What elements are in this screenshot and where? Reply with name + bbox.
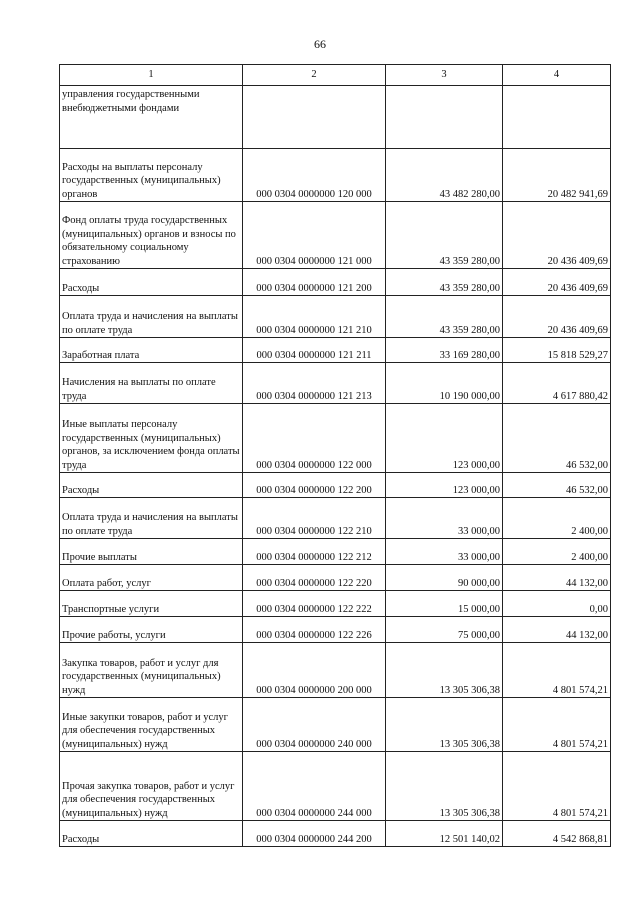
page-number: 66 — [314, 37, 326, 51]
row-code: 000 0304 0000000 121 000 — [243, 202, 386, 269]
row-name: Начисления на выплаты по оплате труда — [60, 363, 243, 404]
row-plan: 15 000,00 — [386, 591, 503, 617]
row-code: 000 0304 0000000 244 200 — [243, 821, 386, 847]
row-actual: 2 400,00 — [503, 539, 611, 565]
table-row — [60, 821, 611, 847]
row-plan: 13 305 306,38 — [386, 643, 503, 698]
row-code: 000 0304 0000000 121 210 — [243, 296, 386, 338]
budget-table — [59, 64, 611, 847]
table-row — [60, 404, 611, 473]
row-actual: 20 436 409,69 — [503, 202, 611, 269]
row-actual: 4 801 574,21 — [503, 752, 611, 821]
table-row — [60, 752, 611, 821]
row-plan: 43 359 280,00 — [386, 269, 503, 296]
row-name: Прочие работы, услуги — [60, 617, 243, 643]
row-plan — [386, 86, 503, 149]
table-row — [60, 86, 611, 149]
table-row — [60, 363, 611, 404]
row-code: 000 0304 0000000 122 000 — [243, 404, 386, 473]
row-code: 000 0304 0000000 200 000 — [243, 643, 386, 698]
row-name: Иные выплаты персоналу государственных (муниципальных) органов, за исключением фонда оплаты труда — [60, 404, 243, 473]
row-code: 000 0304 0000000 122 220 — [243, 565, 386, 591]
table-row — [60, 498, 611, 539]
table-row — [60, 565, 611, 591]
row-code: 000 0304 0000000 122 210 — [243, 498, 386, 539]
row-code: 000 0304 0000000 121 211 — [243, 338, 386, 363]
row-name: Фонд оплаты труда государственных (муниципальных) органов и взносы по обязательному социальному страхованию — [60, 202, 243, 269]
row-name: Иные закупки товаров, работ и услуг для обеспечения государственных (муниципальных) нужд — [60, 698, 243, 752]
row-actual: 4 617 880,42 — [503, 363, 611, 404]
row-actual: 44 132,00 — [503, 617, 611, 643]
row-plan: 10 190 000,00 — [386, 363, 503, 404]
column-header: 3 — [386, 65, 503, 86]
table-row — [60, 149, 611, 202]
row-code: 000 0304 0000000 121 213 — [243, 363, 386, 404]
row-name: Расходы на выплаты персоналу государственных (муниципальных) органов — [60, 149, 243, 202]
row-plan: 43 359 280,00 — [386, 202, 503, 269]
row-plan: 123 000,00 — [386, 473, 503, 498]
row-actual: 20 482 941,69 — [503, 149, 611, 202]
table-row — [60, 296, 611, 338]
column-header: 2 — [243, 65, 386, 86]
row-plan: 33 000,00 — [386, 498, 503, 539]
row-code: 000 0304 0000000 121 200 — [243, 269, 386, 296]
table-row — [60, 591, 611, 617]
table-row — [60, 617, 611, 643]
row-code: 000 0304 0000000 122 226 — [243, 617, 386, 643]
column-header: 1 — [60, 65, 243, 86]
table-row — [60, 698, 611, 752]
row-plan: 12 501 140,02 — [386, 821, 503, 847]
table-row — [60, 539, 611, 565]
row-name: управления государственными внебюджетными фондами — [60, 86, 243, 149]
row-plan: 90 000,00 — [386, 565, 503, 591]
row-code: 000 0304 0000000 122 200 — [243, 473, 386, 498]
row-code: 000 0304 0000000 122 212 — [243, 539, 386, 565]
row-plan: 43 359 280,00 — [386, 296, 503, 338]
row-code — [243, 86, 386, 149]
row-code: 000 0304 0000000 120 000 — [243, 149, 386, 202]
row-actual: 15 818 529,27 — [503, 338, 611, 363]
column-header: 4 — [503, 65, 611, 86]
row-actual — [503, 86, 611, 149]
row-actual: 20 436 409,69 — [503, 296, 611, 338]
row-plan: 13 305 306,38 — [386, 698, 503, 752]
table-row — [60, 269, 611, 296]
row-name: Заработная плата — [60, 338, 243, 363]
row-name: Оплата труда и начисления на выплаты по оплате труда — [60, 498, 243, 539]
table-row — [60, 473, 611, 498]
row-code: 000 0304 0000000 122 222 — [243, 591, 386, 617]
row-actual: 2 400,00 — [503, 498, 611, 539]
row-actual: 46 532,00 — [503, 473, 611, 498]
row-actual: 0,00 — [503, 591, 611, 617]
row-plan: 75 000,00 — [386, 617, 503, 643]
table-row — [60, 338, 611, 363]
row-code: 000 0304 0000000 244 000 — [243, 752, 386, 821]
row-code: 000 0304 0000000 240 000 — [243, 698, 386, 752]
row-name: Расходы — [60, 473, 243, 498]
row-name: Прочая закупка товаров, работ и услуг для обеспечения государственных (муниципальных) нужд — [60, 752, 243, 821]
row-name: Закупка товаров, работ и услуг для государственных (муниципальных) нужд — [60, 643, 243, 698]
row-actual: 4 801 574,21 — [503, 643, 611, 698]
row-name: Расходы — [60, 269, 243, 296]
row-actual: 20 436 409,69 — [503, 269, 611, 296]
row-actual: 4 542 868,81 — [503, 821, 611, 847]
header-row — [60, 65, 611, 86]
table-row — [60, 202, 611, 269]
row-actual: 4 801 574,21 — [503, 698, 611, 752]
row-name: Расходы — [60, 821, 243, 847]
row-plan: 123 000,00 — [386, 404, 503, 473]
row-name: Оплата работ, услуг — [60, 565, 243, 591]
row-name: Оплата труда и начисления на выплаты по оплате труда — [60, 296, 243, 338]
row-name: Прочие выплаты — [60, 539, 243, 565]
row-plan: 43 482 280,00 — [386, 149, 503, 202]
row-plan: 33 169 280,00 — [386, 338, 503, 363]
row-actual: 46 532,00 — [503, 404, 611, 473]
row-plan: 13 305 306,38 — [386, 752, 503, 821]
row-name: Транспортные услуги — [60, 591, 243, 617]
row-plan: 33 000,00 — [386, 539, 503, 565]
table-row — [60, 643, 611, 698]
row-actual: 44 132,00 — [503, 565, 611, 591]
